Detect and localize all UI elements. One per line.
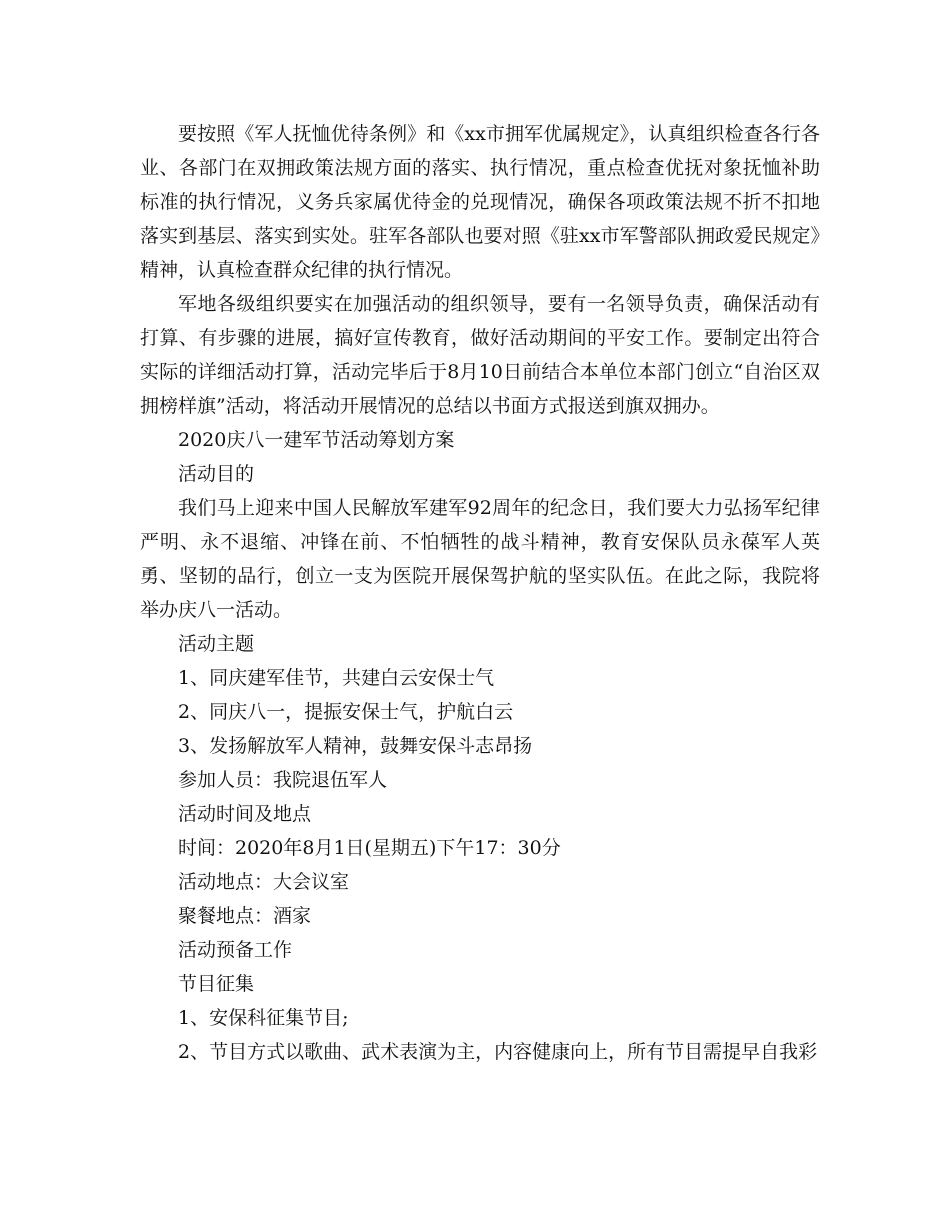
dinner-location-line: 聚餐地点：酒家 [178, 905, 312, 927]
heading-activity-purpose: 活动目的 [178, 463, 255, 485]
theme-item-1: 1、同庆建军佳节，共建白云安保士气 [178, 667, 495, 689]
paragraph-activity-purpose: 我们马上迎来中国人民解放军建军92周年的纪念日，我们要大力弘扬军纪律严明、永不退缩、冲锋在前、不怕牺牲的战斗精神，教育安保队员永葆军人英勇、坚韧的品行，创立一支为医院开展保驾护航的坚实队伍。在此之际，我院将举办庆八一活动。 [140, 497, 820, 621]
paragraph-organization-leadership: 军地各级组织要实在加强活动的组织领导，要有一名领导负责，确保活动有打算、有步骤的进展，搞好宣传教育，做好活动期间的平安工作。要制定出符合实际的详细活动打算，活动完毕后于8月10日前结合本单位本部门创立“自治区双拥榜样旗”活动，将活动开展情况的总结以书面方式报送到旗双拥办。 [140, 293, 820, 417]
activity-location-line: 活动地点：大会议室 [178, 871, 350, 893]
heading-program-collection: 节目征集 [178, 973, 255, 995]
document-body [140, 117, 820, 1069]
time-line: 时间：2020年8月1日(星期五)下午17：30分 [178, 837, 561, 859]
theme-item-2: 2、同庆八一，提振安保士气，护航白云 [178, 701, 514, 723]
plan-title: 2020庆八一建军节活动筹划方案 [178, 429, 455, 451]
heading-time-location: 活动时间及地点 [178, 803, 312, 825]
heading-activity-theme: 活动主题 [178, 633, 255, 655]
heading-preparation: 活动预备工作 [178, 939, 293, 961]
collection-item-2: 2、节目方式以歌曲、武术表演为主，内容健康向上，所有节目需提早自我彩 [178, 1041, 818, 1063]
participants-line: 参加人员：我院退伍军人 [178, 769, 388, 791]
collection-item-1: 1、安保科征集节目; [178, 1007, 349, 1029]
theme-item-3: 3、发扬解放军人精神，鼓舞安保斗志昂扬 [178, 735, 533, 757]
paragraph-policy-inspection: 要按照《军人抚恤优待条例》和《xx市拥军优属规定》，认真组织检查各行各业、各部门在双拥政策法规方面的落实、执行情况，重点检查优抚对象抚恤补助标准的执行情况，义务兵家属优待金的兑现情况，确保各项政策法规不折不扣地落实到基层、落实到实处。驻军各部队也要对照《驻xx市军警部队拥政爱民规定》精神，认真检查群众纪律的执行情况。 [140, 123, 820, 281]
